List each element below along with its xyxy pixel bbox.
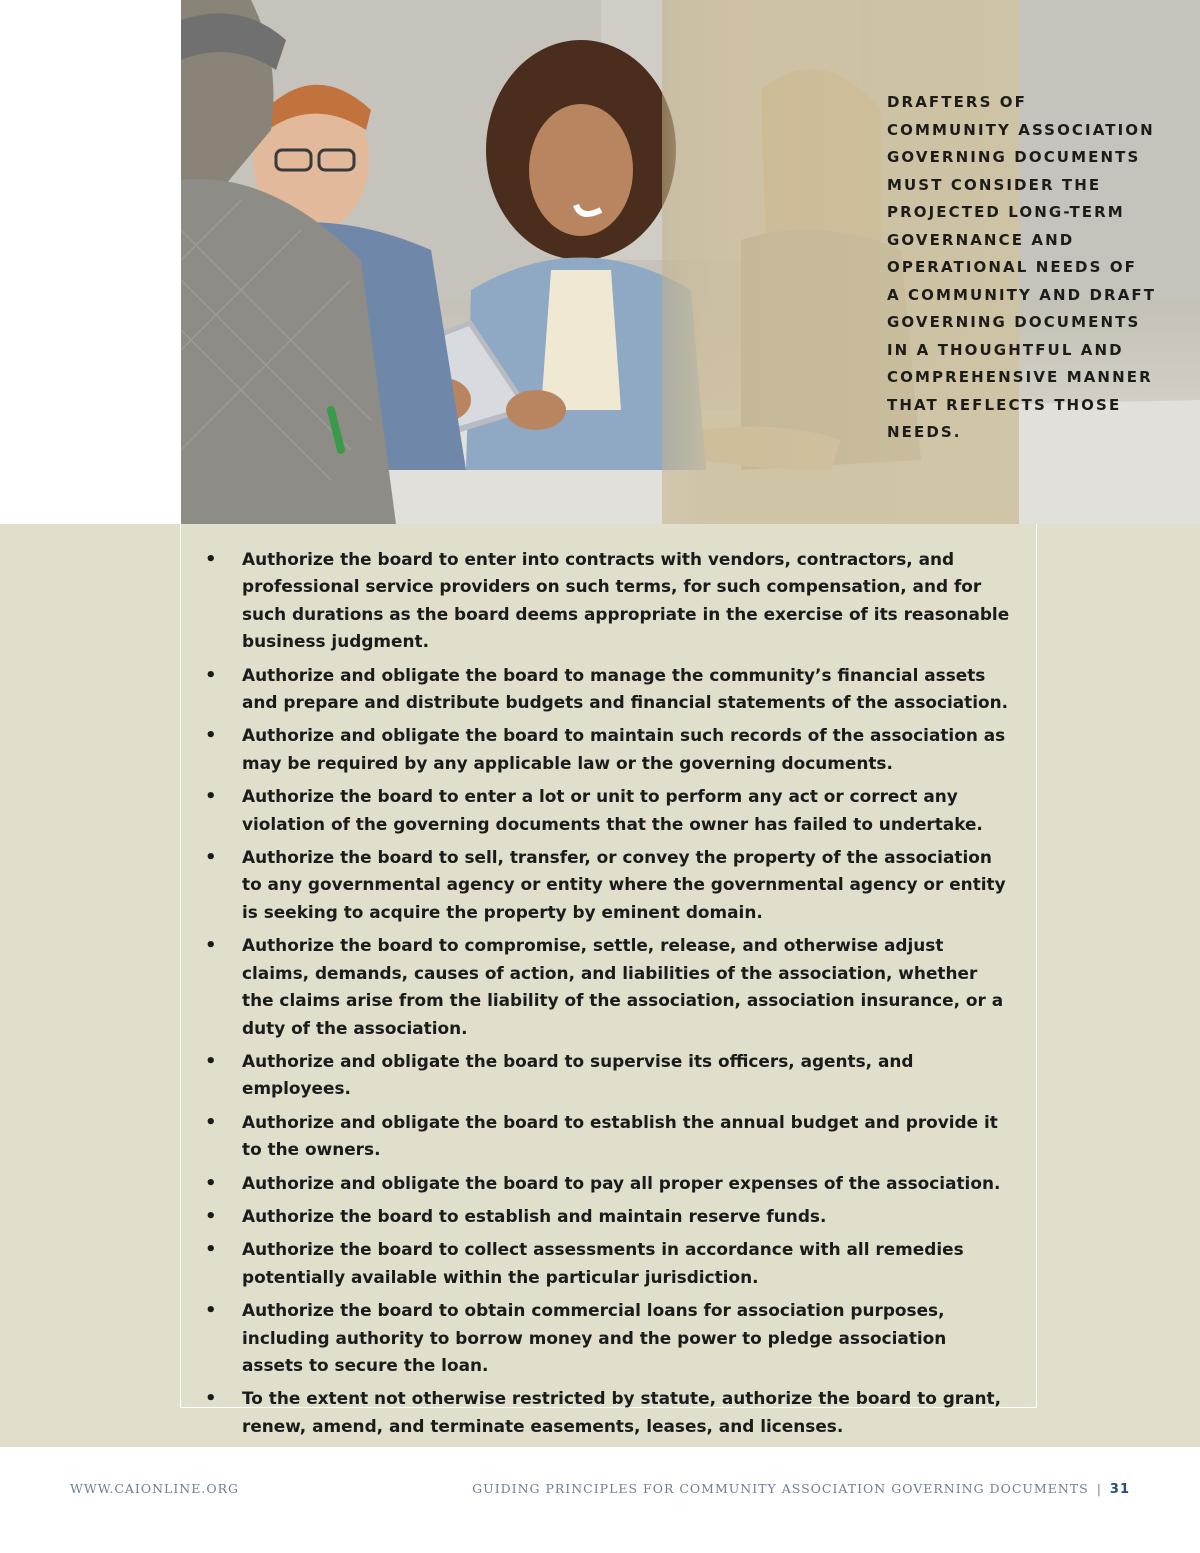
footer-separator: |: [1096, 1481, 1102, 1496]
list-item: [200, 1297, 1010, 1379]
list-item: [200, 1109, 1010, 1164]
list-item: [200, 1203, 1010, 1230]
list-item-text: To the extent not otherwise restricted by statute, authorize the board to grant, renew, amend, and terminate easements, leases, and licenses.: [242, 1388, 1002, 1436]
bullet-icon: •: [205, 664, 217, 686]
list-item-text: Authorize and obligate the board to maintain such records of the association as may be required by any applicable law or the governing documents.: [242, 725, 1006, 773]
list-item: [200, 662, 1010, 717]
list-item: [200, 783, 1010, 838]
list-item: [200, 546, 1010, 656]
bullet-icon: •: [205, 1205, 217, 1227]
list-item-text: Authorize the board to sell, transfer, or convey the property of the association to any governmental agency or entity where the governmental agency or entity is seeking to acquire the property by eminent domain.: [242, 847, 1006, 922]
bullet-icon: •: [205, 847, 217, 869]
list-item-text: Authorize and obligate the board to manage the community’s financial assets and prepare and distribute budgets and financial statements of the association.: [242, 664, 1009, 713]
list-item-text: Authorize the board to enter a lot or unit to perform any act or correct any violation of the governing documents that the owner has failed to undertake.: [242, 786, 983, 834]
list-item-text: Authorize the board to obtain commercial loans for association purposes, including authority to borrow money and the power to pledge association assets to secure the loan.: [242, 1300, 947, 1375]
footer-running-title: [472, 1481, 1130, 1497]
bullet-icon: •: [205, 1050, 217, 1072]
bullet-icon: •: [205, 1239, 217, 1261]
list-item-text: Authorize and obligate the board to establish the annual budget and provide it to the owners.: [242, 1111, 998, 1160]
bullet-icon: •: [205, 786, 217, 808]
list-item: [200, 932, 1010, 1042]
list-item-text: Authorize and obligate the board to supervise its officers, agents, and employees.: [242, 1050, 914, 1099]
bullet-icon: •: [205, 935, 217, 957]
list-item: [200, 722, 1010, 777]
footer-document-title: GUIDING PRINCIPLES FOR COMMUNITY ASSOCIATION GOVERNING DOCUMENTS: [472, 1481, 1089, 1496]
page-number: 31: [1109, 1482, 1130, 1497]
list-item: [200, 844, 1010, 926]
list-item: [200, 1170, 1010, 1197]
bullet-icon: •: [205, 549, 217, 570]
bullet-icon: •: [205, 1172, 217, 1194]
list-item: [200, 1048, 1010, 1103]
bullet-icon: •: [205, 1388, 217, 1410]
list-item-text: Authorize the board to collect assessments in accordance with all remedies potentially available within the particular jurisdiction.: [242, 1239, 964, 1287]
list-item-text: Authorize and obligate the board to pay all proper expenses of the association.: [242, 1172, 1001, 1193]
list-item: [200, 1385, 1010, 1440]
list-item-text: Authorize the board to compromise, settle, release, and otherwise adjust claims, demands, causes of action, and liabilities of the association, whether the claims arise from the liability of the association, association insurance, or a duty of the association.: [242, 935, 1004, 1038]
bullet-icon: •: [205, 1111, 217, 1133]
bullet-icon: •: [205, 725, 217, 747]
bullet-icon: •: [205, 1300, 217, 1322]
list-item-text: Authorize the board to establish and maintain reserve funds.: [242, 1205, 827, 1226]
list-item: [200, 1236, 1010, 1291]
pull-quote: DRAFTERS OF COMMUNITY ASSOCIATION GOVERNING DOCUMENTS MUST CONSIDER THE PROJECTED LONG-TERM GOVERNANCE AND OPERATIONAL NEEDS OF A COMMUNITY AND DRAFT GOVERNING DOCUMENTS IN A THOUGHTFUL AND COMPREHENSIVE MANNER THAT REFLECTS THOSE NEEDS.: [887, 93, 1157, 441]
list-item-text: Authorize the board to enter into contracts with vendors, contractors, and professional service providers on such terms, for such compensation, and for such durations as the board deems appropriate in the exercise of its reasonable business judgment.: [242, 549, 1010, 652]
authority-bullet-list: [200, 546, 1010, 1446]
footer-website[interactable]: WWW.CAIONLINE.ORG: [70, 1481, 239, 1496]
